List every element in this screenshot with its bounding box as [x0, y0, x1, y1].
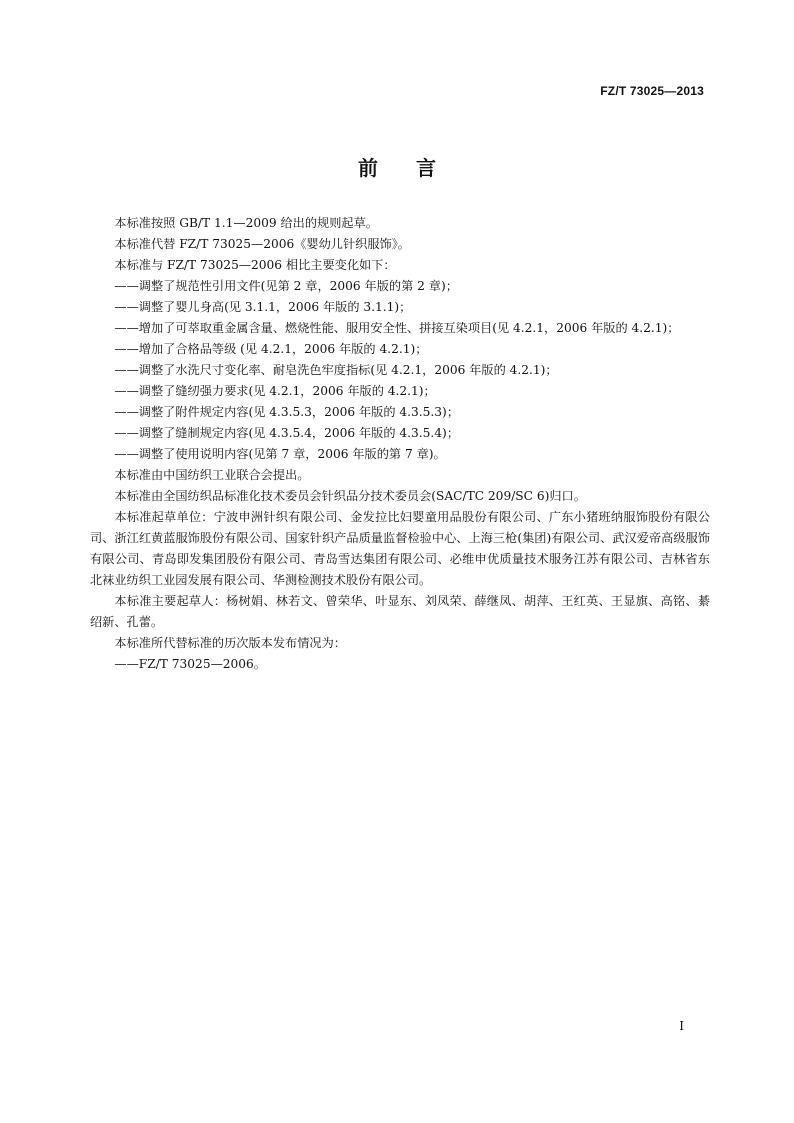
paragraph: 本标准由中国纺织工业联合会提出。 — [114, 468, 310, 482]
paragraph: 本标准由全国纺织品标准化技术委员会针织品分技术委员会(SAC/TC 209/SC 6)归口。 — [114, 489, 586, 503]
paragraph: 本标准代替 FZ/T 73025—2006《婴幼儿针织服饰》。 — [114, 237, 410, 251]
drafters: 本标准主要起草人：杨树娟、林若文、曾荣华、叶显东、刘凤荣、薛继凤、胡萍、王红英、王显旗、高铭、綦绍新、孔蕾。 — [90, 594, 710, 629]
change-item: ——调整了缝纫强力要求(见 4.2.1，2006 年版的 4.2.1)； — [114, 384, 436, 398]
standard-code: FZ/T 73025—2013 — [600, 84, 704, 98]
change-item: ——调整了使用说明内容(见第 7 章，2006 年版的第 7 章)。 — [114, 447, 446, 461]
change-item: ——调整了规范性引用文件(见第 2 章，2006 年版的第 2 章)； — [114, 279, 458, 293]
change-item: ——增加了合格品等级 (见 4.2.1，2006 年版的 4.2.1)； — [114, 342, 428, 356]
change-item: ——调整了水洗尺寸变化率、耐皂洗色牢度指标(见 4.2.1，2006 年版的 4.2.1)； — [114, 363, 558, 377]
change-item: ——FZ/T 73025—2006。 — [114, 657, 266, 671]
paragraph: 本标准按照 GB/T 1.1—2009 给出的规则起草。 — [114, 216, 378, 230]
page-number: I — [679, 1019, 684, 1033]
page-title: 前言 — [358, 156, 474, 180]
drafting-units: 本标准起草单位：宁波申洲针织有限公司、金发拉比妇婴童用品股份有限公司、广东小猪班纳服饰股份有限公司、浙江红黄蓝服饰股份有限公司、国家针织产品质量监督检验中心、上海三枪(集团)有限公司、武汉爱帝高级服饰有限公司、青岛即发集团股份有限公司、青岛雪达集团有限公司、必维申优质量技术服务江苏有限公司、吉林省东北袜业纺织工业园发展有限公司、华测检测技术股份有限公司。 — [90, 510, 710, 587]
paragraph: 本标准所代替标准的历次版本发布情况为： — [114, 636, 346, 650]
foreword-body — [90, 213, 710, 675]
change-item: ——调整了附件规定内容(见 4.3.5.3，2006 年版的 4.3.5.3)； — [114, 405, 460, 419]
change-item: ——增加了可萃取重金属含量、燃烧性能、服用安全性、拼接互染项目(见 4.2.1，2006 年版的 4.2.1)； — [114, 321, 680, 335]
paragraph: 本标准与 FZ/T 73025—2006 相比主要变化如下： — [114, 258, 396, 272]
change-item: ——调整了婴儿身高(见 3.1.1，2006 年版的 3.1.1)； — [114, 300, 412, 314]
change-item: ——调整了缝制规定内容(见 4.3.5.4，2006 年版的 4.3.5.4)； — [114, 426, 460, 440]
